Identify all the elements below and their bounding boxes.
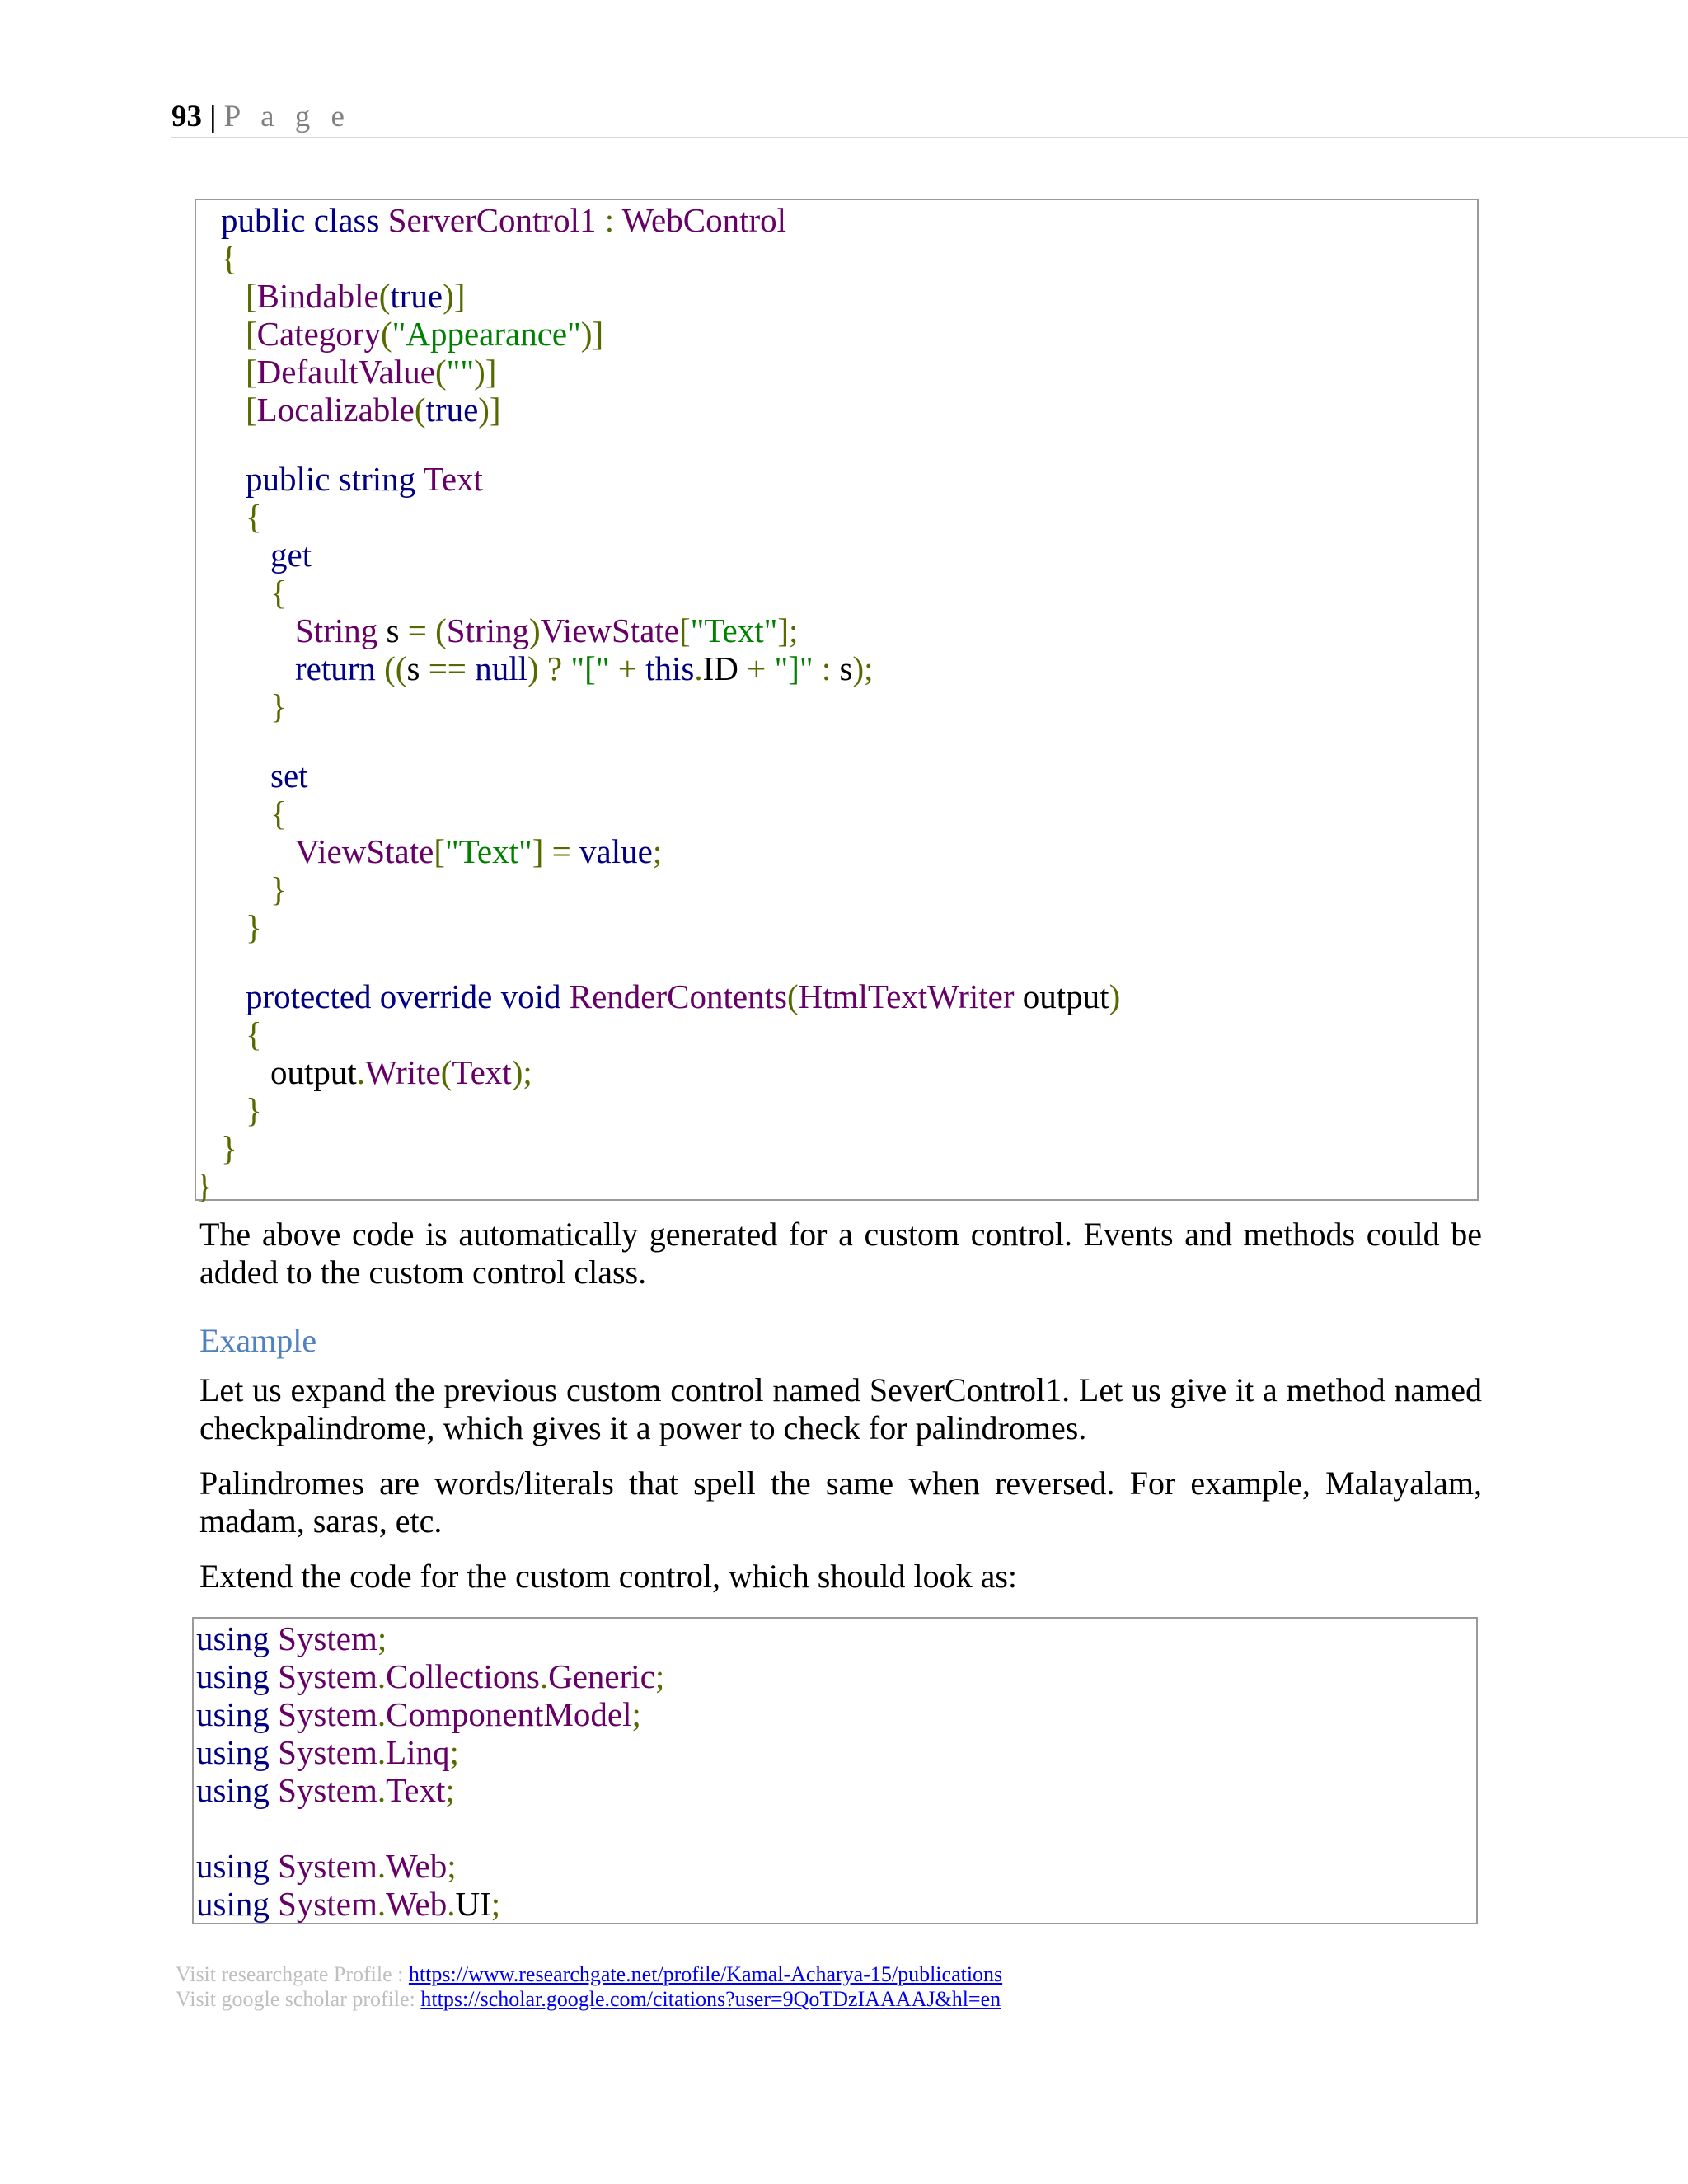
code-token: ); bbox=[511, 1053, 532, 1091]
example-heading: Example bbox=[199, 1322, 317, 1359]
code-token: using bbox=[196, 1733, 279, 1771]
code-token: } bbox=[221, 1129, 237, 1167]
code-token: System bbox=[278, 1771, 377, 1809]
code-token: true bbox=[425, 391, 479, 429]
code-token: using bbox=[196, 1885, 279, 1923]
code-line bbox=[270, 536, 312, 574]
code-token: : bbox=[596, 201, 622, 239]
code-line bbox=[196, 1619, 387, 1657]
code-token: [ bbox=[246, 391, 257, 429]
code-token: String bbox=[295, 612, 387, 649]
code-token: . bbox=[377, 1695, 387, 1733]
footer-researchgate-label: Visit researchgate Profile : bbox=[176, 1962, 409, 1986]
code-token: ( bbox=[380, 315, 392, 353]
code-token: [ bbox=[246, 277, 257, 315]
code-token: { bbox=[270, 574, 287, 612]
code-token: . bbox=[377, 1657, 387, 1695]
code-token: Web bbox=[386, 1885, 448, 1923]
code-token: ( bbox=[414, 391, 426, 429]
code-line bbox=[246, 391, 501, 429]
page-label: P a g e bbox=[223, 100, 351, 134]
code-line bbox=[196, 1847, 457, 1885]
code-line bbox=[196, 1733, 459, 1771]
code-token: )] bbox=[474, 353, 497, 391]
code-token: ) ? bbox=[527, 649, 571, 687]
code-token: } bbox=[270, 870, 287, 908]
code-token: Bindable bbox=[256, 277, 379, 315]
code-token: [ bbox=[246, 315, 257, 353]
code-token: ( bbox=[786, 977, 799, 1015]
code-line bbox=[196, 1657, 664, 1695]
code-token: Text bbox=[423, 460, 483, 498]
code-token: System bbox=[278, 1847, 377, 1885]
code-token: Web bbox=[386, 1847, 448, 1885]
code-token: ( bbox=[378, 277, 391, 315]
code-line bbox=[196, 1885, 500, 1923]
page-number: 93 bbox=[171, 100, 202, 134]
code-token: )] bbox=[580, 315, 604, 353]
code-token: } bbox=[246, 908, 262, 946]
code-token: ] = bbox=[532, 832, 580, 870]
code-token: ]; bbox=[777, 612, 799, 649]
code-token: ( bbox=[440, 1053, 452, 1091]
code-line bbox=[270, 794, 287, 832]
code-token: "Appearance" bbox=[392, 315, 581, 353]
code-token: using bbox=[196, 1771, 279, 1809]
code-token: DefaultValue bbox=[256, 353, 435, 391]
code-token: Text bbox=[386, 1771, 446, 1809]
code-token: : bbox=[813, 649, 840, 687]
code-token: . bbox=[377, 1733, 387, 1771]
code-line bbox=[246, 460, 483, 498]
code-token: "Text" bbox=[690, 612, 778, 649]
code-line bbox=[246, 315, 603, 353]
code-token: } bbox=[196, 1167, 213, 1205]
code-token: + bbox=[609, 649, 646, 687]
researchgate-link[interactable]: https://www.researchgate.net/profile/Kamal-Acharya-15/publications bbox=[408, 1962, 1003, 1986]
code-token: ( bbox=[434, 353, 447, 391]
code-token: ; bbox=[631, 1695, 641, 1733]
page-separator: | bbox=[209, 100, 217, 134]
code-token: "Text" bbox=[444, 832, 532, 870]
code-token: { bbox=[270, 794, 287, 832]
code-line bbox=[221, 239, 237, 277]
code-token: Collections bbox=[386, 1657, 540, 1695]
code-token: ; bbox=[652, 832, 663, 870]
code-token: ; bbox=[445, 1771, 455, 1809]
code-line bbox=[221, 201, 786, 239]
code-token: ViewState bbox=[295, 832, 434, 870]
code-token: )] bbox=[478, 391, 501, 429]
code-token: [ bbox=[434, 832, 445, 870]
code-token: this bbox=[645, 649, 695, 687]
page-header bbox=[171, 97, 1688, 138]
code-line bbox=[295, 832, 662, 870]
code-line bbox=[270, 1053, 532, 1091]
code-token: ID bbox=[702, 649, 738, 687]
code-token: ) bbox=[529, 612, 541, 649]
code-token: "]" bbox=[774, 649, 814, 687]
code-token: public string bbox=[246, 460, 424, 498]
code-line bbox=[246, 498, 262, 536]
code-token: get bbox=[270, 536, 312, 574]
code-token: . bbox=[377, 1771, 387, 1809]
code-token: ; bbox=[447, 1847, 457, 1885]
code-token: . bbox=[539, 1657, 549, 1695]
code-token: ; bbox=[654, 1657, 665, 1695]
code-token: output bbox=[270, 1053, 357, 1091]
code-token: Text bbox=[452, 1053, 512, 1091]
code-token: . bbox=[356, 1053, 366, 1091]
code-token: output bbox=[1022, 977, 1109, 1015]
code-token: . bbox=[694, 649, 703, 687]
code-token: { bbox=[221, 239, 237, 277]
code-token: Linq bbox=[386, 1733, 450, 1771]
code-token: } bbox=[246, 1091, 262, 1129]
code-token: [ bbox=[678, 612, 691, 649]
code-token: set bbox=[270, 757, 308, 794]
code-token: using bbox=[196, 1657, 279, 1695]
code-line bbox=[246, 908, 262, 946]
code-token: == bbox=[428, 649, 476, 687]
code-token: ViewState bbox=[540, 612, 679, 649]
code-line bbox=[270, 687, 287, 725]
code-line bbox=[246, 1091, 262, 1129]
footer-google-scholar bbox=[176, 1987, 1001, 2012]
code-line bbox=[246, 353, 496, 391]
code-token: . bbox=[447, 1885, 456, 1923]
code-line bbox=[295, 649, 874, 687]
code-line bbox=[196, 1771, 455, 1809]
code-token: . bbox=[377, 1847, 387, 1885]
code-token: } bbox=[270, 687, 287, 725]
code-token: + bbox=[738, 649, 775, 687]
code-token: value bbox=[579, 832, 653, 870]
code-token: using bbox=[196, 1847, 279, 1885]
code-token: ); bbox=[852, 649, 874, 687]
code-token: Write bbox=[365, 1053, 441, 1091]
code-token: Localizable bbox=[256, 391, 415, 429]
code-token: System bbox=[278, 1657, 377, 1695]
code-line bbox=[270, 870, 287, 908]
code-token: Generic bbox=[548, 1657, 655, 1695]
paragraph-expand-control: Let us expand the previous custom control named SeverControl1. Let us give it a method named checkpalindrome, which gives it a power to check for palindromes. bbox=[199, 1371, 1482, 1446]
paragraph-palindromes: Palindromes are words/literals that spell the same when reversed. For example, Malayalam, madam, saras, etc. bbox=[199, 1465, 1482, 1540]
code-token: "" bbox=[446, 353, 475, 391]
code-line bbox=[246, 277, 465, 315]
code-token: public class bbox=[221, 201, 388, 239]
code-token: System bbox=[278, 1885, 377, 1923]
code-token: ) bbox=[1109, 977, 1121, 1015]
code-token: RenderContents bbox=[569, 977, 787, 1015]
code-token: null bbox=[475, 649, 528, 687]
code-line bbox=[246, 1015, 262, 1053]
code-token: { bbox=[246, 498, 262, 536]
paragraph-code-note: The above code is automatically generated for a custom control. Events and methods could be added to the custom control class. bbox=[199, 1216, 1482, 1291]
code-token: ; bbox=[490, 1885, 501, 1923]
google-scholar-link[interactable]: https://scholar.google.com/citations?user=9QoTDzIAAAAJ&hl=en bbox=[420, 1987, 1001, 2011]
code-line bbox=[196, 1695, 641, 1733]
code-line bbox=[270, 757, 308, 794]
code-token: System bbox=[278, 1695, 377, 1733]
code-token: ComponentModel bbox=[386, 1695, 632, 1733]
code-token: using bbox=[196, 1695, 279, 1733]
code-line bbox=[221, 1129, 237, 1167]
code-token: UI bbox=[455, 1885, 491, 1923]
code-line bbox=[295, 612, 798, 649]
code-token: System bbox=[278, 1733, 377, 1771]
code-token: s bbox=[386, 612, 408, 649]
code-token: = ( bbox=[407, 612, 447, 649]
code-token: System bbox=[278, 1619, 377, 1657]
code-token: (( bbox=[384, 649, 407, 687]
code-token: s bbox=[406, 649, 429, 687]
code-token: protected override void bbox=[246, 977, 570, 1015]
code-token: . bbox=[377, 1885, 387, 1923]
code-token: )] bbox=[443, 277, 466, 315]
code-line bbox=[270, 574, 287, 612]
code-token: s bbox=[839, 649, 853, 687]
paragraph-extend-code: Extend the code for the custom control, which should look as: bbox=[199, 1558, 1018, 1595]
code-token: ; bbox=[377, 1619, 387, 1657]
code-line bbox=[196, 1167, 213, 1205]
code-token: WebControl bbox=[621, 201, 787, 239]
code-token: true bbox=[390, 277, 443, 315]
code-token: return bbox=[295, 649, 385, 687]
footer-researchgate bbox=[176, 1962, 1002, 1987]
code-token: using bbox=[196, 1619, 279, 1657]
code-token: ServerControl1 bbox=[387, 201, 597, 239]
code-token: [ bbox=[246, 353, 257, 391]
code-token: HtmlTextWriter bbox=[798, 977, 1023, 1015]
code-token: "[" bbox=[570, 649, 610, 687]
code-token: { bbox=[246, 1015, 262, 1053]
code-line bbox=[246, 977, 1120, 1015]
code-token: ; bbox=[449, 1733, 459, 1771]
code-token: Category bbox=[256, 315, 381, 353]
code-token: String bbox=[446, 612, 529, 649]
footer-scholar-label: Visit google scholar profile: bbox=[176, 1987, 421, 2011]
